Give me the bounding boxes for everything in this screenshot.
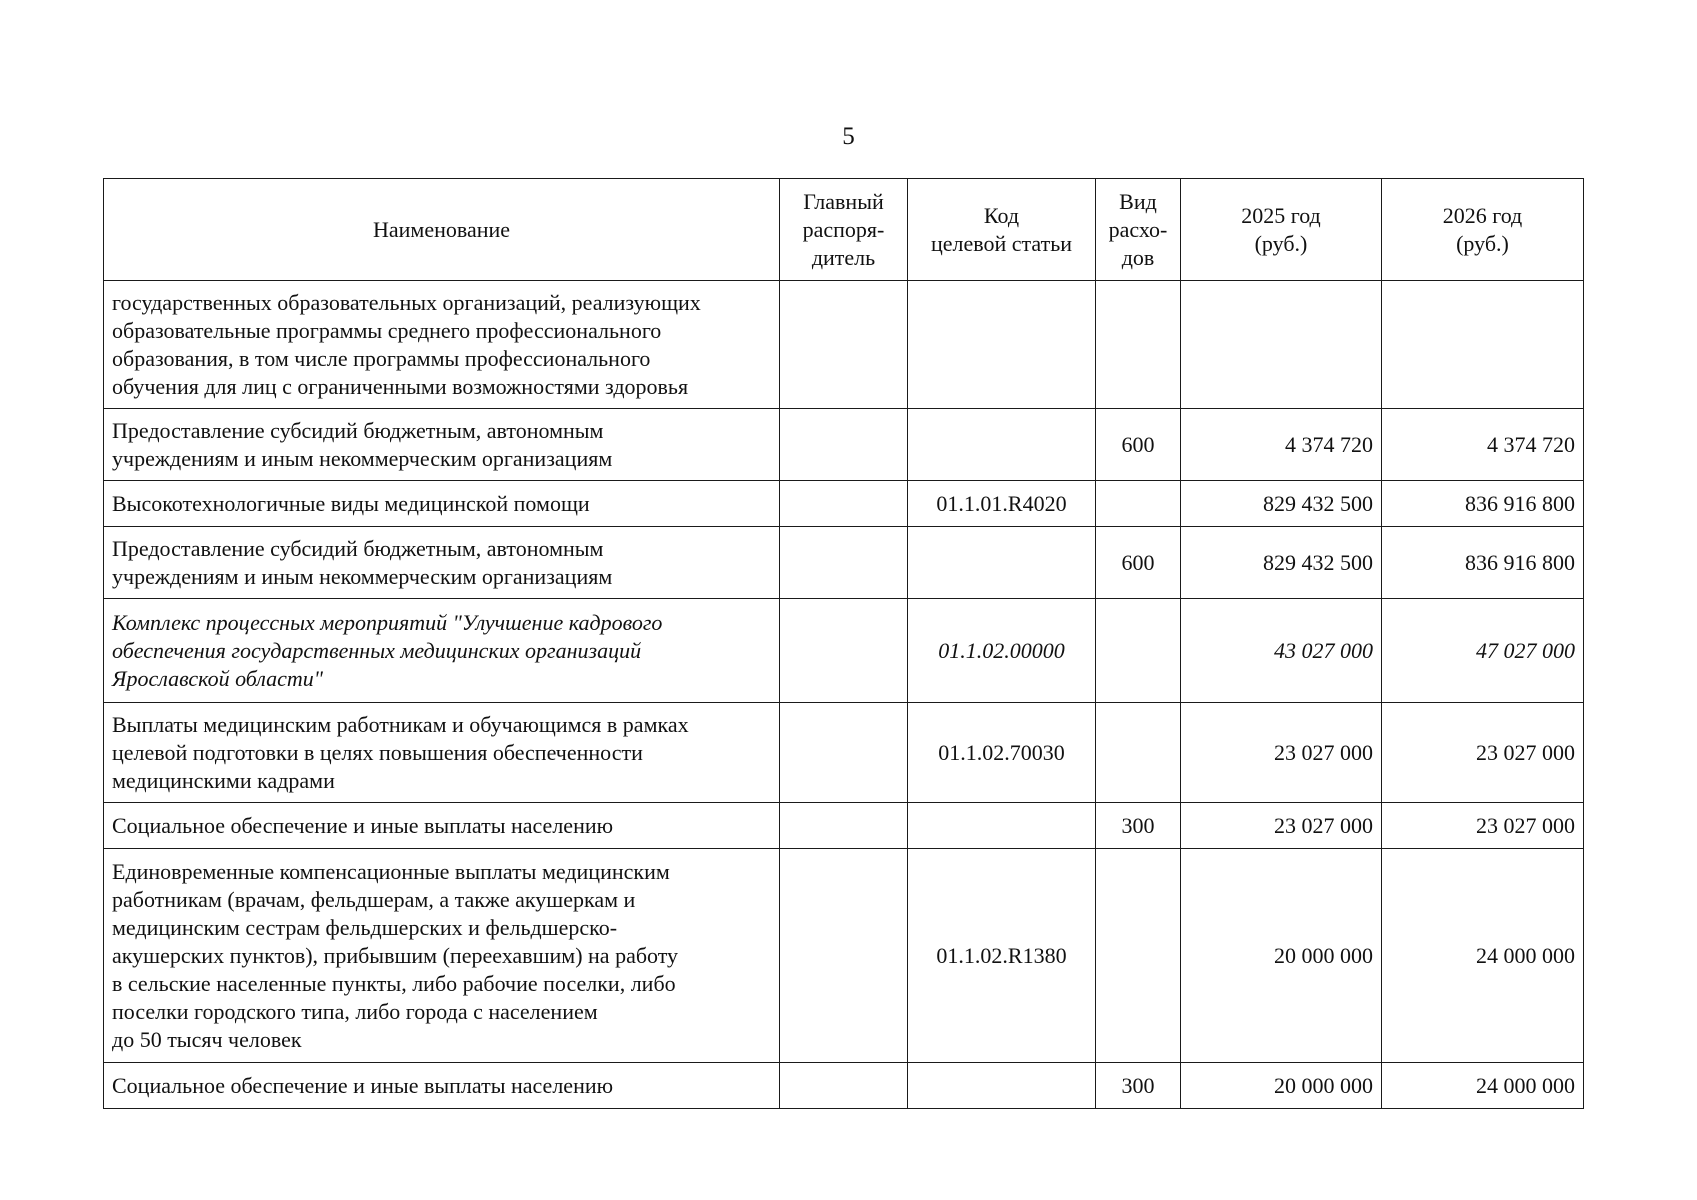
cell-code [908,803,1096,849]
table-row [104,703,1584,803]
cell-amount-2026: 836 916 800 [1382,527,1584,599]
cell-manager [780,599,908,703]
header-year-2026-line: 2026 год [1442,202,1523,228]
header-year-2025-line: 2025 год [1241,202,1321,228]
cell-name-line: Высокотехнологичные виды медицинской помощи [112,490,590,516]
table-row [104,599,1584,703]
cell-name-line: Комплекс процессных мероприятий "Улучшение кадрового [112,609,663,635]
cell-expense-type: 300 [1096,1063,1181,1109]
table-row [104,1063,1584,1109]
cell-manager [780,703,908,803]
cell-name [104,527,780,599]
budget-table [103,178,1584,1109]
cell-amount-2025: 4 374 720 [1181,409,1382,481]
cell-manager [780,281,908,409]
cell-manager [780,849,908,1063]
cell-name-line: государственных образовательных организаций, реализующих [112,289,701,315]
cell-expense-type: 300 [1096,803,1181,849]
cell-expense-type [1096,703,1181,803]
cell-name-line: учреждениям и иным некоммерческим организациям [112,445,613,471]
cell-name-line: образовательные программы среднего профессионального [112,317,662,343]
cell-name-line: обучения для лиц с ограниченными возможностями здоровья [112,373,689,399]
cell-code: 01.1.01.R4020 [908,481,1096,527]
cell-expense-type: 600 [1096,409,1181,481]
header-manager-line: дитель [811,244,876,270]
cell-code: 01.1.02.70030 [908,703,1096,803]
table-row [104,409,1584,481]
cell-amount-2026: 23 027 000 [1382,803,1584,849]
cell-name [104,281,780,409]
header-manager-line: распоря- [802,216,885,242]
table-body [104,281,1584,1109]
cell-code [908,409,1096,481]
header-code-line: Код [983,202,1020,228]
header-expense-type [1096,179,1181,281]
cell-expense-type [1096,599,1181,703]
cell-name [104,409,780,481]
table-row [104,849,1584,1063]
cell-name-line: учреждениям и иным некоммерческим организациям [112,563,613,589]
cell-expense-type: 600 [1096,527,1181,599]
table-row [104,803,1584,849]
cell-code: 01.1.02.R1380 [908,849,1096,1063]
table-row [104,527,1584,599]
header-year-2026 [1382,179,1584,281]
header-code [908,179,1096,281]
cell-amount-2025: 829 432 500 [1181,481,1382,527]
cell-name-line: медицинским сестрам фельдшерских и фельдшерско- [112,914,618,940]
cell-amount-2025: 23 027 000 [1181,803,1382,849]
cell-name [104,1063,780,1109]
cell-amount-2025 [1181,281,1382,409]
header-year-2025 [1181,179,1382,281]
cell-code [908,527,1096,599]
header-year-2026-line: (руб.) [1456,230,1509,256]
cell-amount-2026: 47 027 000 [1382,599,1584,703]
cell-amount-2026: 24 000 000 [1382,1063,1584,1109]
cell-name-line: Социальное обеспечение и иные выплаты населению [112,812,614,838]
cell-amount-2025: 20 000 000 [1181,1063,1382,1109]
cell-name [104,703,780,803]
header-name: Наименование [104,179,780,281]
cell-amount-2025: 23 027 000 [1181,703,1382,803]
cell-name-line: Социальное обеспечение и иные выплаты населению [112,1072,614,1098]
header-expense-type-line: расхо- [1108,216,1168,242]
cell-name-line: медицинскими кадрами [112,767,335,793]
cell-amount-2026: 23 027 000 [1382,703,1584,803]
cell-manager [780,481,908,527]
cell-name-line: образования, в том числе программы профессионального [112,345,651,371]
cell-code: 01.1.02.00000 [908,599,1096,703]
cell-code [908,281,1096,409]
cell-name [104,849,780,1063]
header-year-2025-line: (руб.) [1254,230,1308,256]
cell-name [104,803,780,849]
table-header-row [104,179,1584,281]
cell-manager [780,527,908,599]
table-row [104,481,1584,527]
header-manager [780,179,908,281]
cell-name-line: до 50 тысяч человек [112,1026,302,1052]
cell-amount-2026: 24 000 000 [1382,849,1584,1063]
header-code-line: целевой статьи [930,230,1073,256]
cell-amount-2025: 829 432 500 [1181,527,1382,599]
cell-name-line: Предоставление субсидий бюджетным, автономным [112,535,604,561]
cell-expense-type [1096,849,1181,1063]
cell-name-line: Ярославской области" [112,665,324,691]
cell-name [104,481,780,527]
cell-amount-2026: 4 374 720 [1382,409,1584,481]
cell-expense-type [1096,481,1181,527]
header-manager-line: Главный [803,188,884,214]
cell-name-line: Выплаты медицинским работникам и обучающимся в рамках [112,711,689,737]
cell-amount-2025: 20 000 000 [1181,849,1382,1063]
cell-manager [780,803,908,849]
page-number: 5 [842,123,855,150]
cell-amount-2026: 836 916 800 [1382,481,1584,527]
cell-name-line: целевой подготовки в целях повышения обеспеченности [112,739,643,765]
cell-name [104,599,780,703]
cell-manager [780,1063,908,1109]
cell-code [908,1063,1096,1109]
cell-expense-type [1096,281,1181,409]
cell-name-line: работникам (врачам, фельдшерам, а также акушеркам и [112,886,636,912]
cell-manager [780,409,908,481]
cell-amount-2026 [1382,281,1584,409]
table-row [104,281,1584,409]
cell-name-line: Единовременные компенсационные выплаты медицинским [112,858,670,884]
header-expense-type-line: дов [1121,244,1155,270]
cell-name-line: Предоставление субсидий бюджетным, автономным [112,417,604,443]
cell-name-line: акушерских пунктов), прибывшим (переехавшим) на работу [112,942,679,968]
cell-name-line: поселки городского типа, либо города с населением [112,998,598,1024]
cell-name-line: в сельские населенные пункты, либо рабочие поселки, либо [112,970,676,996]
cell-name-line: обеспечения государственных медицинских организаций [112,637,642,663]
cell-amount-2025: 43 027 000 [1181,599,1382,703]
header-expense-type-line: Вид [1119,188,1157,214]
